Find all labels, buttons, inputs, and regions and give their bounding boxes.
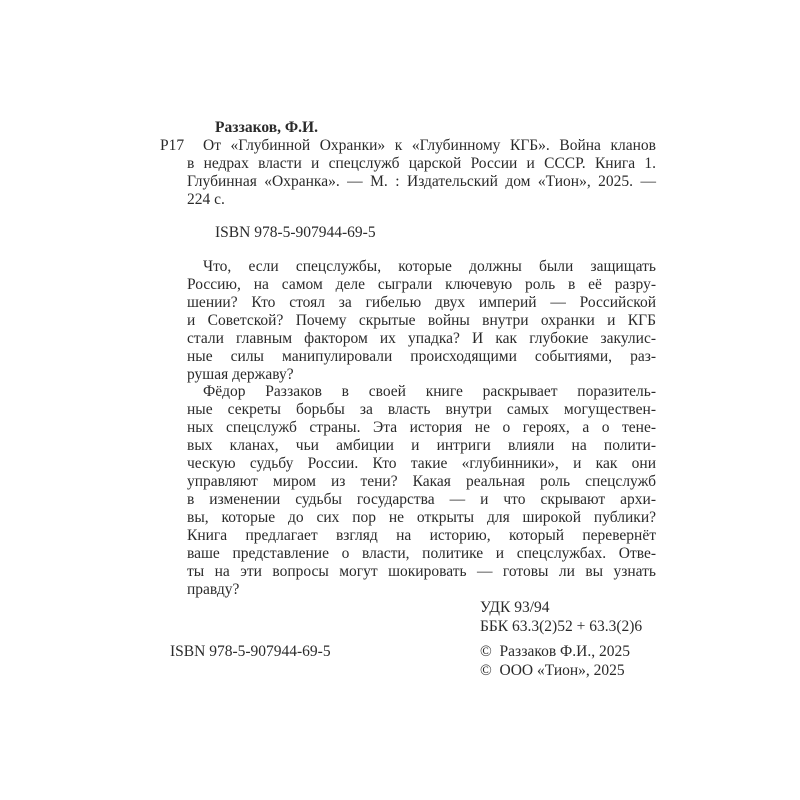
- annotation-line: Фёдор Раззаков в своей книге раскрывает поразитель-: [203, 383, 656, 400]
- copyright-publisher: © ООО «Тион», 2025: [480, 662, 625, 679]
- annotation-line: Что, если спецслужбы, которые должны были защищать: [203, 258, 656, 275]
- annotation-line: ные секреты борьбы за власть внутри самых могуществен-: [187, 401, 656, 418]
- author-heading: Раззаков, Ф.И.: [215, 119, 318, 136]
- annotation-line: шении? Кто стоял за гибелью двух империй — Российской: [187, 294, 656, 311]
- annotation-line: ные силы манипулировали происходящими событиями, раз-: [187, 348, 656, 365]
- bibliography-line: в недрах власти и спецслужб царской России и СССР. Книга 1.: [187, 155, 656, 172]
- isbn-top: ISBN 978-5-907944-69-5: [215, 224, 376, 241]
- annotation-line: Книга предлагает взгляд на историю, который перевернёт: [187, 527, 656, 544]
- isbn-bottom: ISBN 978-5-907944-69-5: [170, 643, 331, 660]
- annotation-line: ных спецслужб страны. Эта история не о героях, а о тене-: [187, 419, 656, 436]
- udk: УДК 93/94: [480, 599, 550, 616]
- annotation-line: рушая державу?: [187, 366, 294, 383]
- bibliography-line: От «Глубинной Охранки» к «Глубинному КГБ». Война кланов: [203, 137, 656, 154]
- annotation-line: ты на эти вопросы могут шокировать — готовы ли вы узнать: [187, 563, 656, 580]
- annotation-line: вы, которые до сих пор не открыты для широкой публики?: [187, 509, 656, 526]
- annotation-line: вых кланах, чьи амбиции и интриги влияли на полити-: [187, 437, 656, 454]
- bibliography-line: Глубинная «Охранка». — М. : Издательский дом «Тион», 2025. —: [187, 173, 656, 190]
- class-code: Р17: [160, 137, 185, 154]
- annotation-line: ваше представление о власти, политике и спецслужбах. Отве-: [187, 545, 656, 562]
- annotation-line: управляют миром из тени? Какая реальная роль спецслужб: [187, 473, 656, 490]
- annotation-line: стали главным фактором их упадка? И как глубокие закулис-: [187, 330, 656, 347]
- copyright-author: © Раззаков Ф.И., 2025: [480, 643, 630, 660]
- bbk: ББК 63.3(2)52 + 63.3(2)6: [480, 618, 643, 635]
- annotation-line: правду?: [187, 581, 240, 598]
- annotation-line: в изменении судьбы государства — и что скрывают архи-: [187, 491, 656, 508]
- annotation-line: и Советской? Почему скрытые войны внутри охранки и КГБ: [187, 312, 656, 329]
- annotation-line: Россию, на самом деле сыграли ключевую роль в её разру-: [187, 276, 656, 293]
- annotation-line: ческую судьбу России. Кто такие «глубинники», и как они: [187, 455, 656, 472]
- bibliography-line: 224 с.: [187, 191, 225, 208]
